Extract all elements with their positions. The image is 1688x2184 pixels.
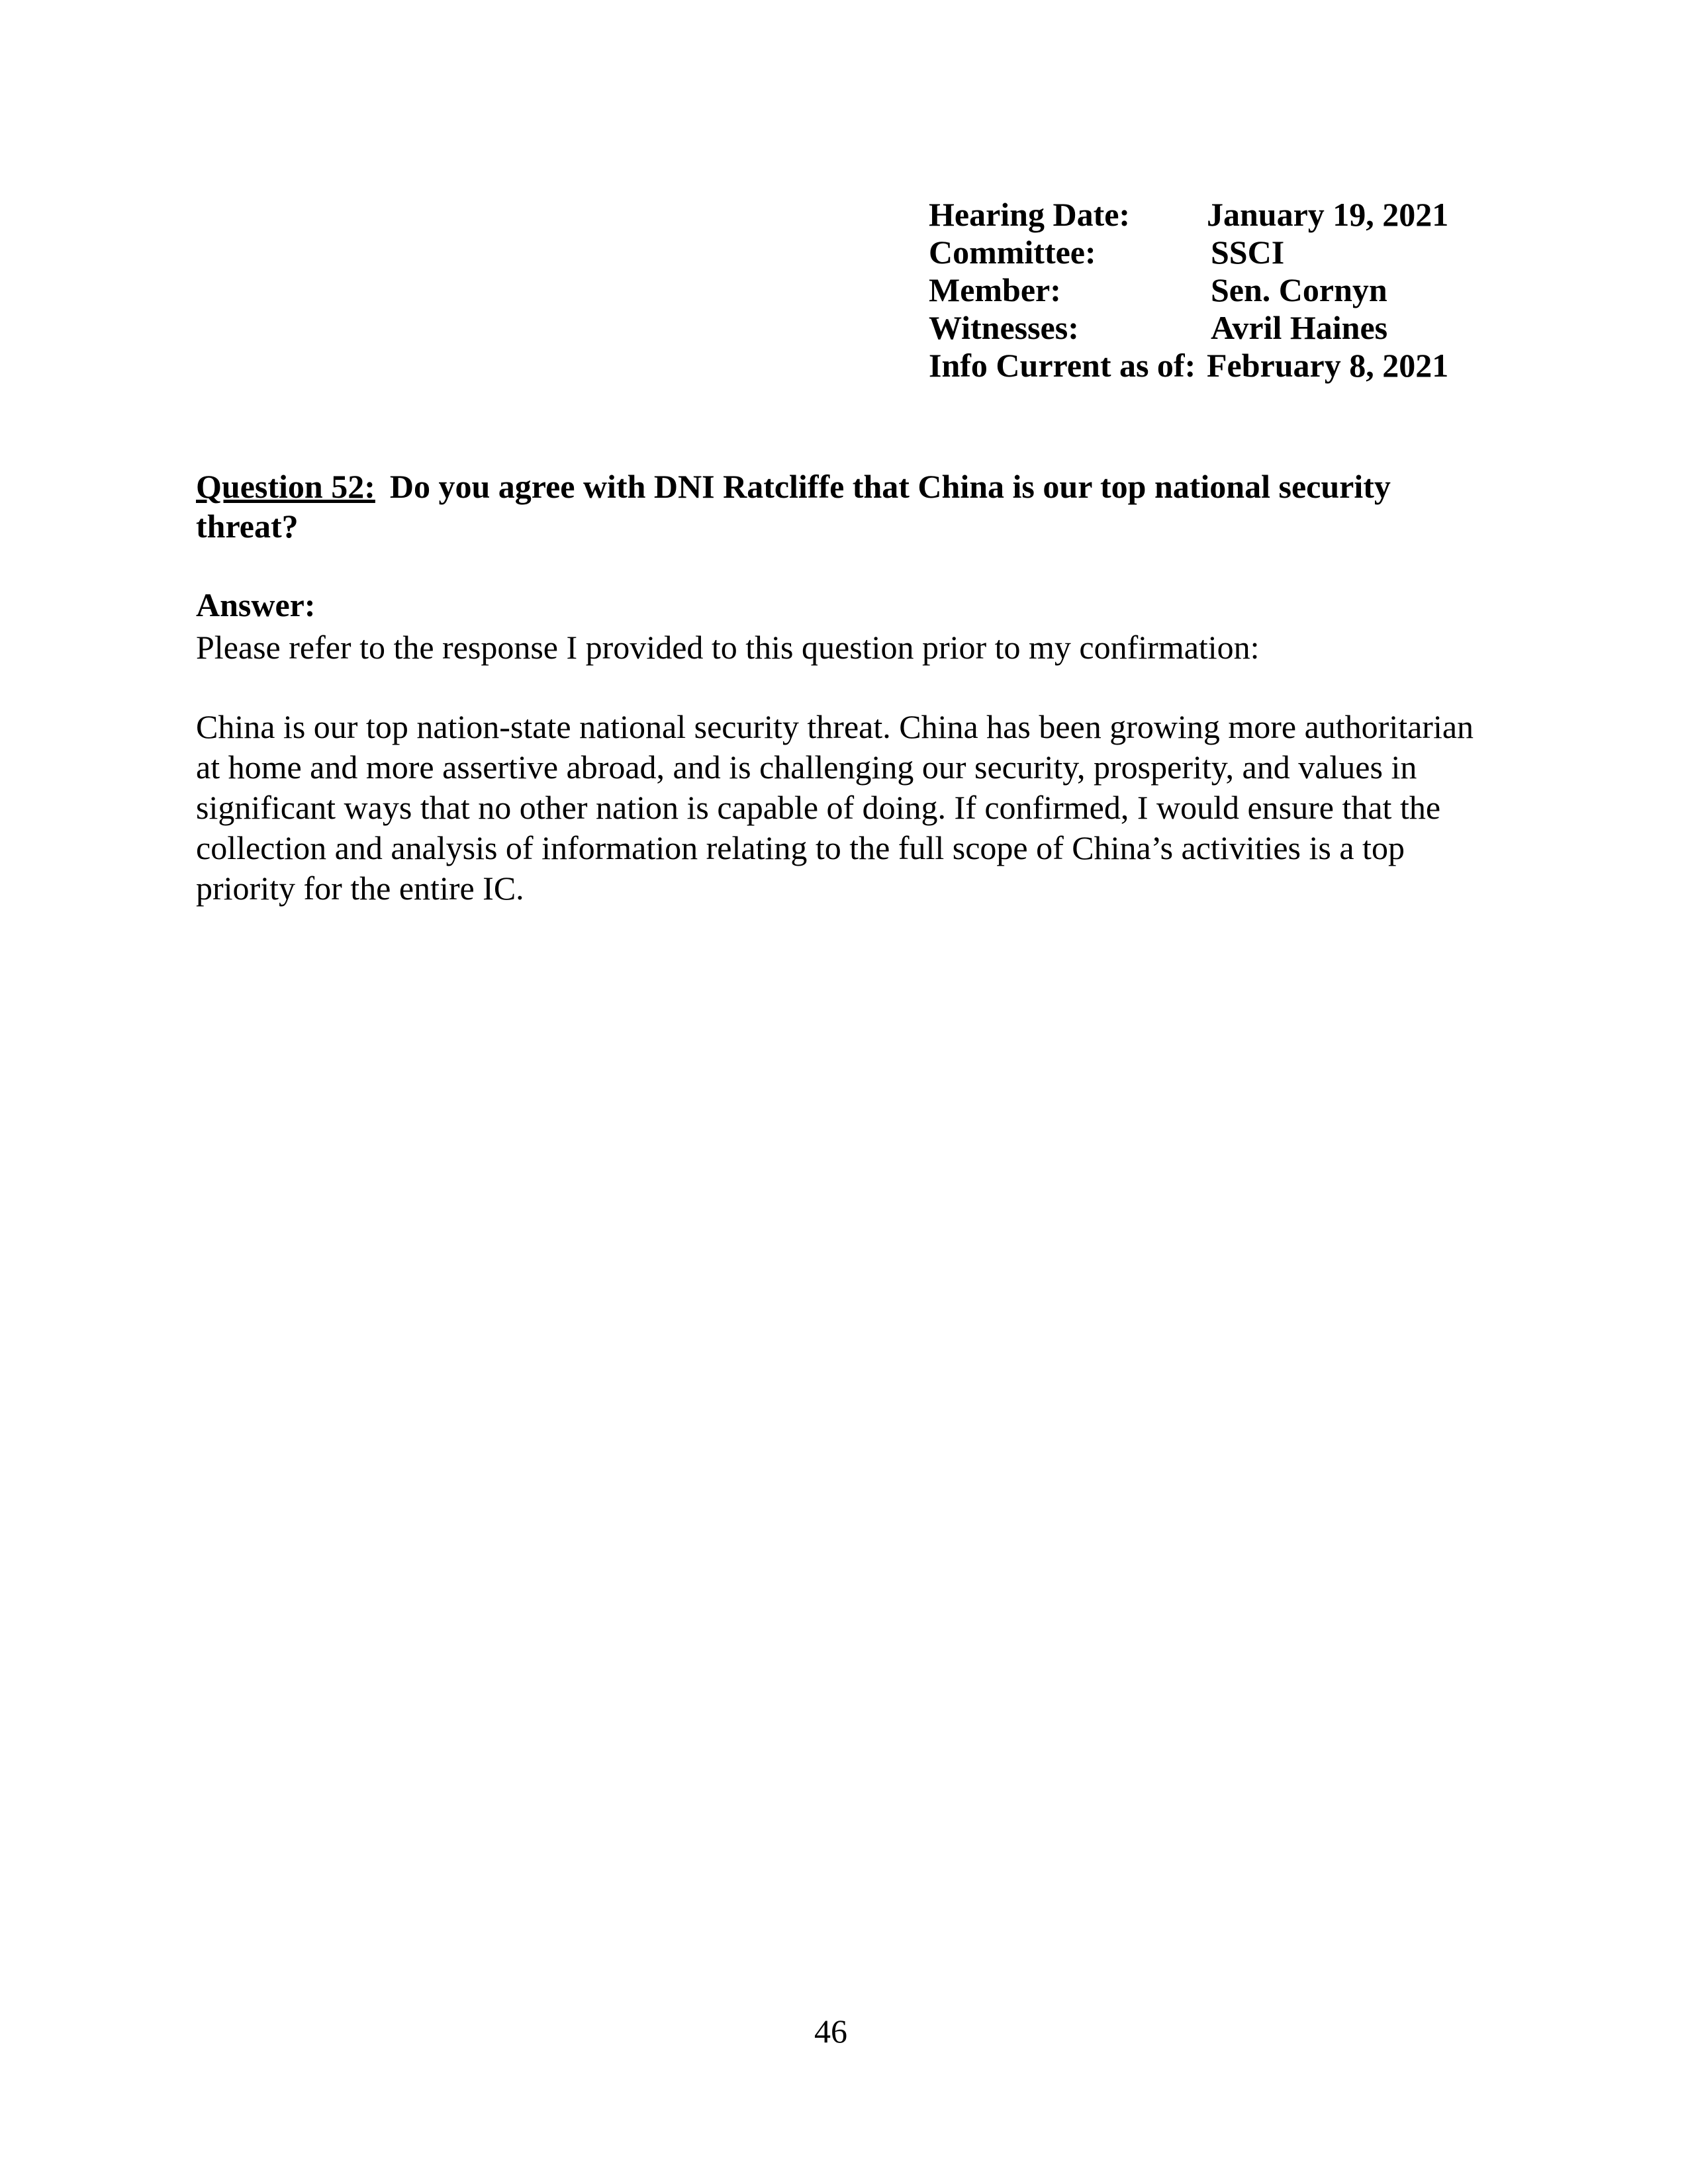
committee-label: Committee: [929,234,1096,271]
witnesses-row [929,309,1448,347]
page-number: 46 [814,2013,847,2050]
question-number: Question 52: [196,468,375,505]
committee-row [929,234,1448,271]
hearing-date-value: January 19, 2021 [1207,196,1449,233]
answer-heading: Answer: [196,586,316,623]
committee-value: SSCI [1211,234,1285,271]
info-current-value: February 8, 2021 [1207,347,1449,384]
question [196,467,1487,546]
member-label: Member: [929,271,1061,308]
hearing-date-label: Hearing Date: [929,196,1131,233]
member-value: Sen. Cornyn [1211,271,1387,308]
witnesses-value: Avril Haines [1211,309,1388,346]
question-text: Do you agree with DNI Ratcliffe that China is our top national security threat? [196,468,1391,545]
hearing-info-block [929,196,1448,385]
info-current-row [929,347,1448,385]
answer-body: China is our top nation-state national security threat. China has been growing more authoritarian at home and more assertive abroad, and is challenging our security, prosperity, and values in significant ways that no other nation is capable of doing. If confirmed, I would ensure that the collection and analysis of information relating to the full scope of China’s activities is a top priority for the entire IC. [196,708,1474,907]
member-row [929,271,1448,309]
answer-intro: Please refer to the response I provided to this question prior to my confirmation: [196,629,1260,666]
witnesses-label: Witnesses: [929,309,1079,346]
hearing-date-row [929,196,1448,234]
info-current-label: Info Current as of: [929,347,1196,384]
